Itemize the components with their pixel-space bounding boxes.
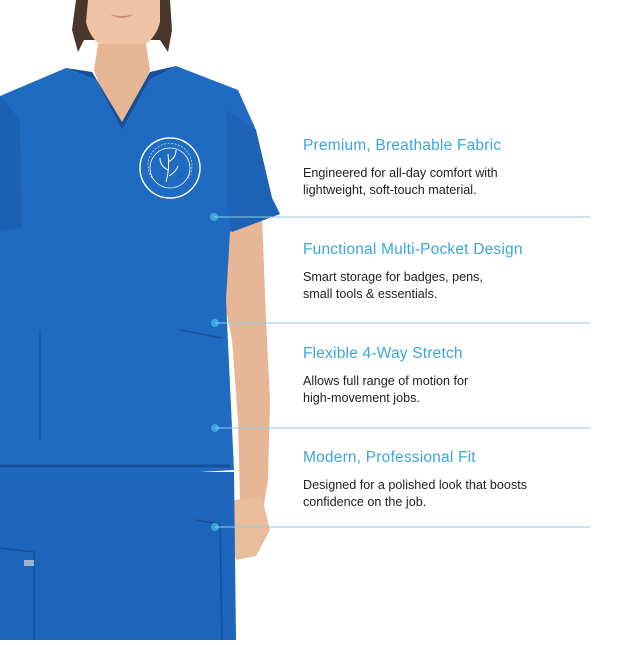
feature-description [303, 373, 603, 407]
pants-tag [24, 560, 34, 566]
feature-line: Smart storage for badges, pens, [303, 270, 483, 284]
scrub-pants [0, 472, 236, 640]
right-hand [230, 498, 270, 560]
right-sleeve [226, 110, 280, 232]
feature-description [303, 165, 603, 199]
feature-stretch [303, 345, 603, 407]
callout-2 [211, 319, 590, 327]
feature-title: Functional Multi-Pocket Design [303, 241, 523, 258]
feature-fit [303, 449, 603, 511]
feature-line: Engineered for all-day comfort with [303, 166, 498, 180]
feature-line: Designed for a polished look that boosts [303, 478, 528, 492]
feature-line: small tools & essentials. [303, 287, 438, 301]
feature-line: confidence on the job. [303, 495, 427, 509]
feature-pockets [303, 241, 603, 303]
feature-description [303, 269, 603, 303]
feature-line: high-movement jobs. [303, 391, 420, 405]
feature-title: Premium, Breathable Fabric [303, 137, 502, 154]
feature-title: Modern, Professional Fit [303, 449, 476, 466]
feature-line: Allows full range of motion for [303, 374, 469, 388]
feature-line: lightweight, soft-touch material. [303, 183, 477, 197]
feature-description [303, 477, 603, 511]
feature-title: Flexible 4-Way Stretch [303, 345, 463, 362]
feature-fabric [303, 137, 603, 199]
